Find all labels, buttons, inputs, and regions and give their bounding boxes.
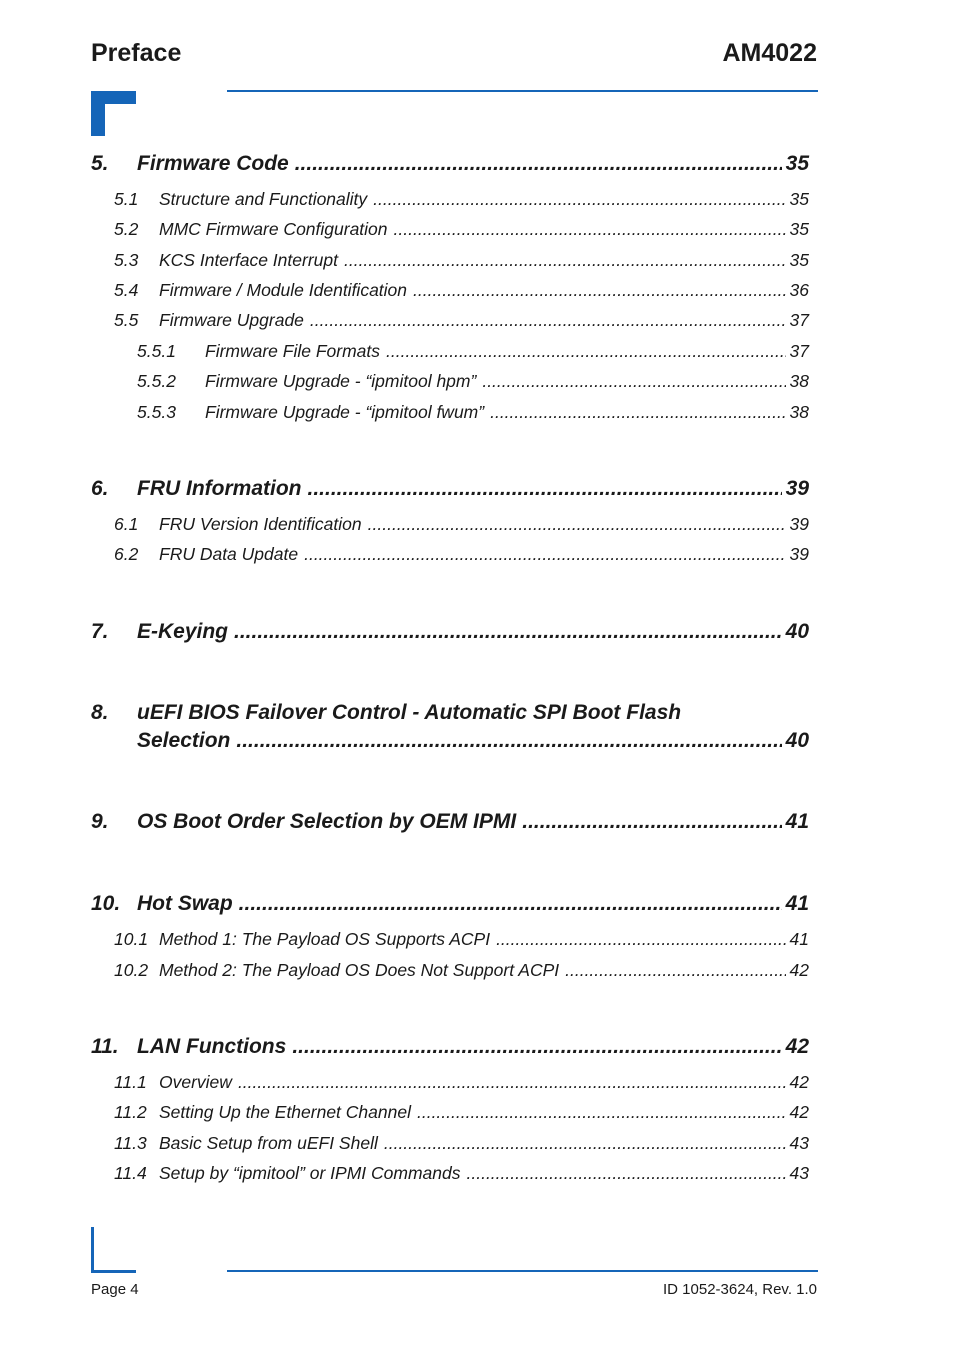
toc-num: 10. (91, 892, 121, 915)
toc-title: LAN Functions (137, 1035, 287, 1058)
toc-num: 11.3 (114, 1133, 147, 1153)
toc-page: 42 (785, 1035, 809, 1058)
header-rule (227, 90, 818, 92)
toc-entry-5[interactable] (91, 152, 809, 182)
toc-title: Basic Setup from uEFI Shell (159, 1133, 378, 1153)
corner-bracket-top (91, 91, 136, 136)
toc-title: MMC Firmware Configuration (159, 219, 388, 239)
footer-rule (227, 1270, 818, 1272)
toc-num: 11. (91, 1035, 119, 1058)
toc-num: 5.5.2 (137, 371, 176, 391)
toc-num: 9. (91, 810, 109, 833)
toc-entry-11[interactable] (91, 1035, 809, 1065)
toc-page: 38 (789, 371, 809, 391)
toc-title: Setting Up the Ethernet Channel (159, 1102, 411, 1122)
leader-dots (236, 729, 781, 753)
toc-entry-6-1[interactable] (91, 514, 809, 538)
leader-dots (394, 219, 786, 240)
toc-num: 5.1 (114, 189, 139, 209)
toc-title: FRU Version Identification (159, 514, 362, 534)
toc-entry-8-line2 (91, 729, 809, 759)
header-section-title: Preface (91, 39, 182, 67)
header-product-name: AM4022 (722, 39, 817, 67)
toc-page: 35 (789, 219, 809, 239)
toc-num: 11.4 (114, 1163, 147, 1183)
leader-dots (373, 189, 785, 210)
leader-dots (413, 280, 786, 301)
toc-num: 11.1 (114, 1072, 147, 1092)
toc-title: Firmware / Module Identification (159, 280, 408, 300)
leader-dots (304, 544, 785, 565)
toc-title: Overview (159, 1072, 232, 1092)
toc-page: 39 (785, 477, 809, 500)
toc-num: 8. (91, 701, 109, 724)
corner-bracket-bottom (91, 1227, 136, 1273)
toc-page: 41 (785, 810, 809, 833)
leader-dots (522, 810, 781, 834)
toc-page: 41 (789, 929, 809, 949)
leader-dots (482, 371, 785, 392)
leader-dots (344, 250, 786, 271)
toc-title-line1: uEFI BIOS Failover Control - Automatic SPI Boot Flash (137, 701, 682, 724)
toc-num: 6. (91, 477, 109, 500)
toc-page: 40 (785, 620, 809, 643)
toc-entry-5-4[interactable] (91, 280, 809, 304)
toc-page: 35 (789, 250, 809, 270)
toc-num: 10.1 (114, 929, 149, 949)
toc-page: 42 (789, 1102, 809, 1122)
toc-entry-5-5-2[interactable] (91, 371, 809, 395)
leader-dots (310, 310, 786, 331)
toc-title: OS Boot Order Selection by OEM IPMI (137, 810, 517, 833)
toc-title: Method 2: The Payload OS Does Not Support ACPI (159, 960, 560, 980)
toc-title: E-Keying (137, 620, 229, 643)
toc-entry-6[interactable] (91, 477, 809, 507)
leader-dots (239, 892, 782, 916)
toc-page: 41 (785, 892, 809, 915)
toc-entry-7[interactable] (91, 620, 809, 650)
toc-entry-6-2[interactable] (91, 544, 809, 568)
toc-title: Setup by “ipmitool” or IPMI Commands (159, 1163, 461, 1183)
toc-num: 10.2 (114, 960, 149, 980)
leader-dots (565, 960, 785, 981)
toc-title: Method 1: The Payload OS Supports ACPI (159, 929, 491, 949)
toc-page: 42 (789, 960, 809, 980)
toc-title: Hot Swap (137, 892, 233, 915)
leader-dots (490, 402, 785, 423)
toc-entry-5-1[interactable] (91, 189, 809, 213)
toc-page: 43 (789, 1163, 809, 1183)
toc-entry-11-3[interactable] (91, 1133, 809, 1157)
leader-dots (417, 1102, 786, 1123)
toc-page: 40 (785, 729, 809, 752)
leader-dots (238, 1072, 786, 1093)
toc-entry-11-2[interactable] (91, 1102, 809, 1126)
toc-page: 43 (789, 1133, 809, 1153)
leader-dots (384, 1133, 786, 1154)
toc-page: 37 (789, 310, 809, 330)
toc-num: 6.2 (114, 544, 139, 564)
toc-title: FRU Information (137, 477, 302, 500)
toc-num: 6.1 (114, 514, 139, 534)
toc-page: 39 (789, 544, 809, 564)
leader-dots (307, 477, 781, 501)
leader-dots (496, 929, 785, 950)
toc-entry-10[interactable] (91, 892, 809, 922)
toc-page: 35 (789, 189, 809, 209)
toc-page: 36 (789, 280, 809, 300)
toc-entry-11-1[interactable] (91, 1072, 809, 1096)
toc-entry-5-5[interactable] (91, 310, 809, 334)
toc-title: Firmware File Formats (205, 341, 381, 361)
toc-num: 7. (91, 620, 109, 643)
toc-num: 5.5.1 (137, 341, 176, 361)
toc-page: 38 (789, 402, 809, 422)
toc-num: 5. (91, 152, 109, 175)
toc-page: 35 (785, 152, 809, 175)
toc-entry-5-2[interactable] (91, 219, 809, 243)
toc-page: 42 (789, 1072, 809, 1092)
toc-title: KCS Interface Interrupt (159, 250, 338, 270)
footer-page-number: Page 4 (91, 1281, 139, 1298)
leader-dots (295, 152, 782, 176)
toc-title: Firmware Upgrade - “ipmitool hpm” (205, 371, 477, 391)
toc-entry-11-4[interactable] (91, 1163, 809, 1187)
leader-dots (386, 341, 786, 362)
toc-entry-5-5-3[interactable] (91, 402, 809, 426)
toc-num: 11.2 (114, 1102, 147, 1122)
toc-title: Firmware Upgrade (159, 310, 304, 330)
toc-num: 5.5 (114, 310, 139, 330)
leader-dots (368, 514, 786, 535)
toc-title: Firmware Code (137, 152, 289, 175)
toc-entry-8[interactable] (91, 701, 809, 759)
leader-dots (234, 620, 782, 644)
toc-entry-5-5-1[interactable] (91, 341, 809, 365)
toc-num: 5.3 (114, 250, 139, 270)
toc-num: 5.5.3 (137, 402, 176, 422)
leader-dots (292, 1035, 781, 1059)
toc-num: 5.2 (114, 219, 139, 239)
toc-page: 37 (789, 341, 809, 361)
toc-entry-10-2[interactable] (91, 960, 809, 984)
toc-title: Firmware Upgrade - “ipmitool fwum” (205, 402, 485, 422)
toc-title: Selection (137, 729, 231, 752)
toc-title: Structure and Functionality (159, 189, 368, 209)
footer-document-id: ID 1052-3624, Rev. 1.0 (663, 1281, 817, 1298)
toc-entry-10-1[interactable] (91, 929, 809, 953)
toc-page: 39 (789, 514, 809, 534)
toc-num: 5.4 (114, 280, 139, 300)
toc-title: FRU Data Update (159, 544, 299, 564)
toc-entry-9[interactable] (91, 810, 809, 840)
toc-entry-5-3[interactable] (91, 250, 809, 274)
leader-dots (467, 1163, 786, 1184)
